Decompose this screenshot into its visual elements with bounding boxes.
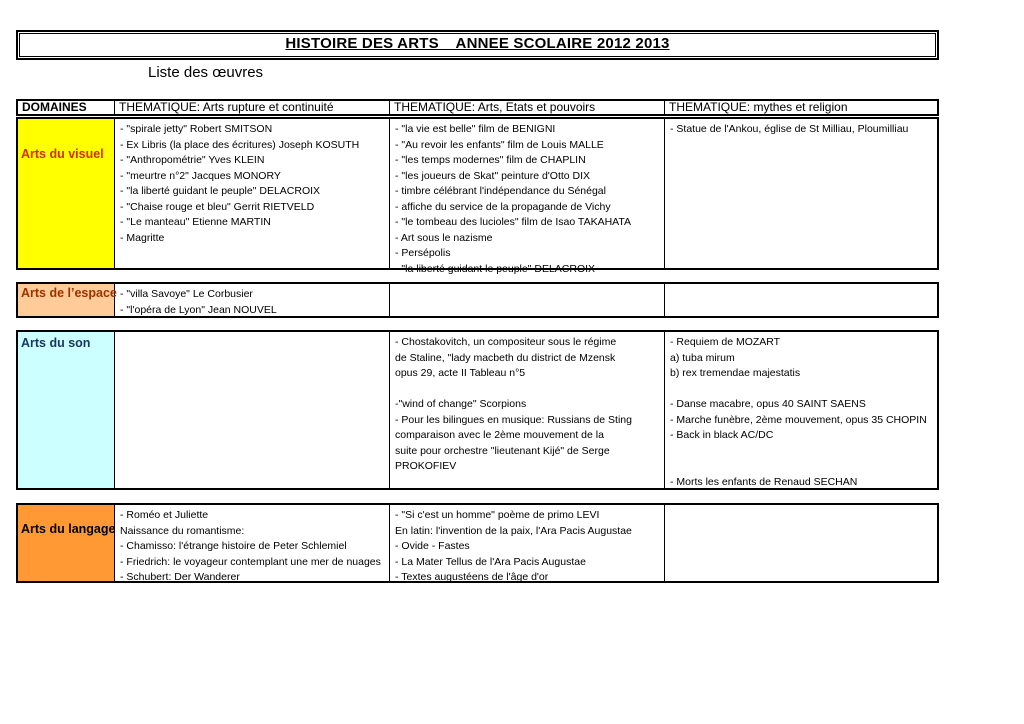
title-banner [16,30,939,60]
domain-label: Arts du son [21,336,91,350]
work-line [670,444,937,460]
works-cell [665,505,937,581]
domain-label: Arts du visuel [21,147,104,161]
work-line [395,382,664,398]
work-line: En latin: l'invention de la paix, l'Ara Pacis Augustae [395,524,632,537]
work-line: opus 29, acte II Tableau n°5 [395,367,526,379]
page-title: HISTOIRE DES ARTS _ ANNEE SCOLAIRE 2012 2013 [285,35,670,52]
works-cell [115,332,390,488]
work-line: - "le tombeau des lucioles" film de Isao TAKAHATA [395,216,632,228]
work-line [670,382,937,398]
work-line: - Ovide - Fastes [395,540,470,552]
works-cell [390,332,665,488]
works-cell [390,284,665,316]
work-line: - Textes augustéens de l'âge d'or [395,571,549,583]
work-line: - Friedrich: le voyageur contemplant une mer de nuages [120,555,381,568]
work-line: - Chamisso: l'étrange histoire de Peter Schlemiel [120,540,347,552]
work-line: - Back in black AC/DC [670,429,774,441]
work-line [670,459,937,475]
work-line: - Magritte [120,231,165,244]
work-line: - Persépolis [395,247,451,259]
work-line: - Danse macabre, opus 40 SAINT SAENS [670,398,866,410]
works-cell [390,505,665,581]
work-line: - Chostakovitch, un compositeur sous le régime [395,336,617,348]
header-domaines: DOMAINES [18,101,115,114]
works-cell [115,284,390,316]
work-line: suite pour orchestre "lieutenant Kijé" de Serge [395,444,610,457]
works-cell [665,284,937,316]
work-line: Naissance du romantisme: [120,524,245,537]
domain-row-visuel [16,117,939,275]
work-line: a) tuba mirum [670,351,735,364]
work-line: - "les temps modernes" film de CHAPLIN [395,154,586,166]
work-line: - "la vie est belle" film de BENIGNI [395,123,556,135]
work-line: - "l'opéra de Lyon" Jean NOUVEL [120,303,277,316]
works-cell [665,119,937,268]
work-line: - Roméo et Juliette [120,509,209,521]
work-line: - "Anthropométrie" Yves KLEIN [120,154,265,166]
works-cell [115,505,390,581]
work-line: de Staline, "lady macbeth du district de Mzensk [395,351,616,364]
work-line: - Art sous le nazisme [395,231,493,244]
work-line: - "les joueurs de Skat" peinture d'Otto DIX [395,169,591,182]
title-banner-inner [19,33,936,57]
work-line: -"wind of change" Scorpions [395,398,527,410]
work-line: - Morts les enfants de Renaud SECHAN [670,475,858,488]
work-line: - timbre célébrant l'indépendance du Sénégal [395,185,606,197]
work-line: - "meurtre n°2" Jacques MONORY [120,169,281,182]
domain-cell-langage [18,505,115,581]
domain-cell-espace [18,284,115,316]
work-line: - "la liberté guidant le peuple" DELACROIX [120,185,321,197]
domain-label: Arts de l’espace [21,286,117,300]
domain-row-langage [16,503,939,583]
work-line: - "villa Savoye" Le Corbusier [120,288,253,300]
works-cell [665,332,937,488]
domain-label: Arts du langage [21,522,116,536]
work-line: - Pour les bilingues en musique: Russians de Sting [395,413,632,426]
works-cell [390,119,665,275]
work-line: - "Le manteau" Etienne MARTIN [120,216,271,228]
domain-row-espace [16,282,939,318]
works-cell [115,119,390,268]
domain-cell-visuel [18,119,115,268]
work-line: - "la liberté guidant le peuple" DELACROIX [395,262,596,275]
header-thematique-rupture: THEMATIQUE: Arts rupture et continuité [115,101,390,114]
work-line: b) rex tremendae majestatis [670,367,801,379]
work-line: - Requiem de MOZART [670,336,781,348]
domain-row-son [16,330,939,490]
work-line: - "Chaise rouge et bleu" Gerrit RIETVELD [120,200,315,213]
work-line: - Ex Libris (la place des écritures) Joseph KOSUTH [120,138,360,151]
work-line: PROKOFIEV [395,460,457,472]
work-line: comparaison avec le 2ème mouvement de la [395,429,604,441]
work-line: - Statue de l'Ankou, église de St Milliau, Ploumilliau [670,123,909,135]
work-line: - affiche du service de la propagande de Vichy [395,200,611,213]
table-rows [16,117,939,583]
domain-cell-son [18,332,115,488]
page-subtitle: Liste des œuvres [148,64,264,81]
work-line: - Schubert: Der Wanderer [120,571,240,583]
header-thematique-mythes: THEMATIQUE: mythes et religion [669,100,848,114]
work-line: - La Mater Tellus de l'Ara Pacis Augustae [395,555,586,568]
work-line: - Marche funèbre, 2ème mouvement, opus 35 CHOPIN [670,413,927,426]
header-thematique-etats: THEMATIQUE: Arts, Etats et pouvoirs [390,101,665,114]
work-line: - "Si c'est un homme" poème de primo LEVI [395,509,600,521]
work-line: - "spirale jetty" Robert SMITSON [120,123,273,135]
work-line: - "Au revoir les enfants" film de Louis MALLE [395,138,604,151]
table-header-row [16,99,939,116]
